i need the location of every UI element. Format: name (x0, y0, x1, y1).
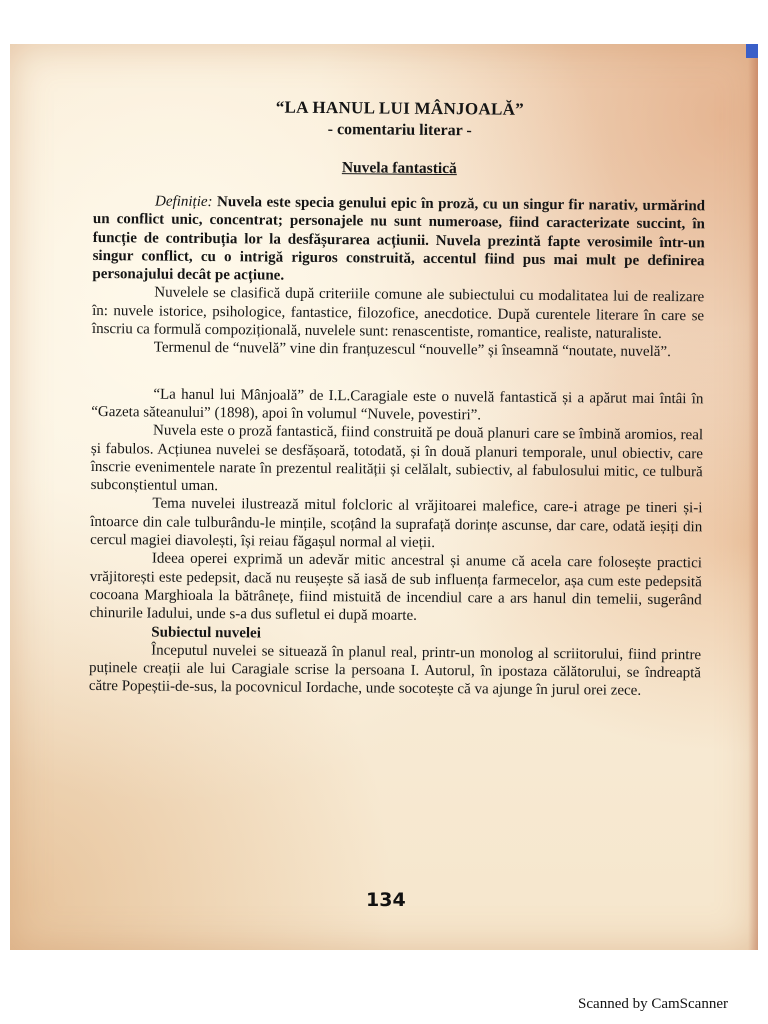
definition-label: Definiție: (155, 193, 213, 211)
page-edge-shadow (748, 44, 758, 950)
subject-heading: Subiectul nuvelei (151, 624, 261, 642)
scanner-watermark: Scanned by CamScanner (578, 996, 728, 1012)
intro-paragraph: “La hanul lui Mânjoală” de I.L.Caragiale este o nuvelă fantastică și a apărut mai întâi în “Gazeta săteanului” (1898), apoi în volumul “Nuvele, povestiri”. (91, 386, 704, 424)
prose-paragraph: Nuvela este o proză fantastică, fiind construită pe două planuri care se îmbină aromios, real și fabulos. Acțiunea nuvelei se desfășoară, totodată, și în două planuri temporale, unul obiectiv, care înscrie evenimentele narate în prezentul realității și celălalt, subiectiv, al fabulosului mitic, ce tulbură subconștientul uman. (90, 422, 704, 495)
document-subtitle: - comentariu literar - (327, 121, 472, 140)
subject-paragraph: Începutul nuvelei se situează în planul real, printr-un monolog al scriitorului, fiind printre puținele creații ale lui Caragiale scrise la persoana I. Autorul, în ipostaza călătorului, se îndreaptă către Popeștii-de-sus, la pocovnicul Iordache, unde socotește că va ajunge în jurul orei zece. (88, 642, 702, 700)
section-heading: Nuvela fantastică (341, 159, 457, 178)
term-paragraph: Termenul de “nuvelă” vine din franțuzescul “nouvelle” și înseamnă “noutate, nuvelă”. (153, 339, 671, 361)
definition-paragraph (92, 192, 705, 289)
theme-paragraph: Tema nuvelei ilustrează mitul folcloric al vrăjitoarei malefice, care-i atrage pe tineri și-i întoarce din cale tulburându-le mințile, scoțând la suprafață dorințe ascunse, dar care, odată ieșiți din cercul magiei diavolești, își reiau făgașul normal al vieții. (90, 495, 703, 552)
page-number: 134 (366, 889, 406, 911)
page-content (89, 96, 706, 701)
background-corner (746, 44, 758, 58)
classification-paragraph: Nuvelele se clasifică după criteriile comune ale subiectului cu modalitatea lui de realizare în: nuvele istorice, psihologice, fantastice, filozofice, anecdotice. După curentele literare în care se înscriu ca formulă compozițională, nuvelele sunt: renascentiste, romantice, realiste, naturaliste. (91, 285, 705, 343)
idea-paragraph: Ideea operei exprimă un adevăr mitic ancestral și anume că acela care folosește practici vrăjitorești este pedepsit, dacă nu reușește să iasă de sub influența farmecelor, așa cum este pedepsită cocoana Marghioala la bătrânețe, fiind mistuită de incendiul care a ars hanul din temelii, sugerând chinurile Iadului, unde s-a dus sufletul ei după moarte. (89, 550, 703, 625)
document-title: “LA HANUL LUI MÂNJOALĂ” (275, 97, 525, 119)
definition-text: Nuvela este specia genului epic în proză, cu un singur fir narativ, urmărind un conflict unic, concentrat; personajele nu sunt numeroase, fiind caracterizate succint, în funcție de contribuția lor la desfășurarea acțiunii. Nuvela prezintă fapte verosimile într-un singur conflict, cu o intrigă riguros construită, accentul fiind pus mai mult pe definirea personajului decât pe acțiune. (92, 194, 706, 284)
scanned-page (10, 44, 758, 950)
